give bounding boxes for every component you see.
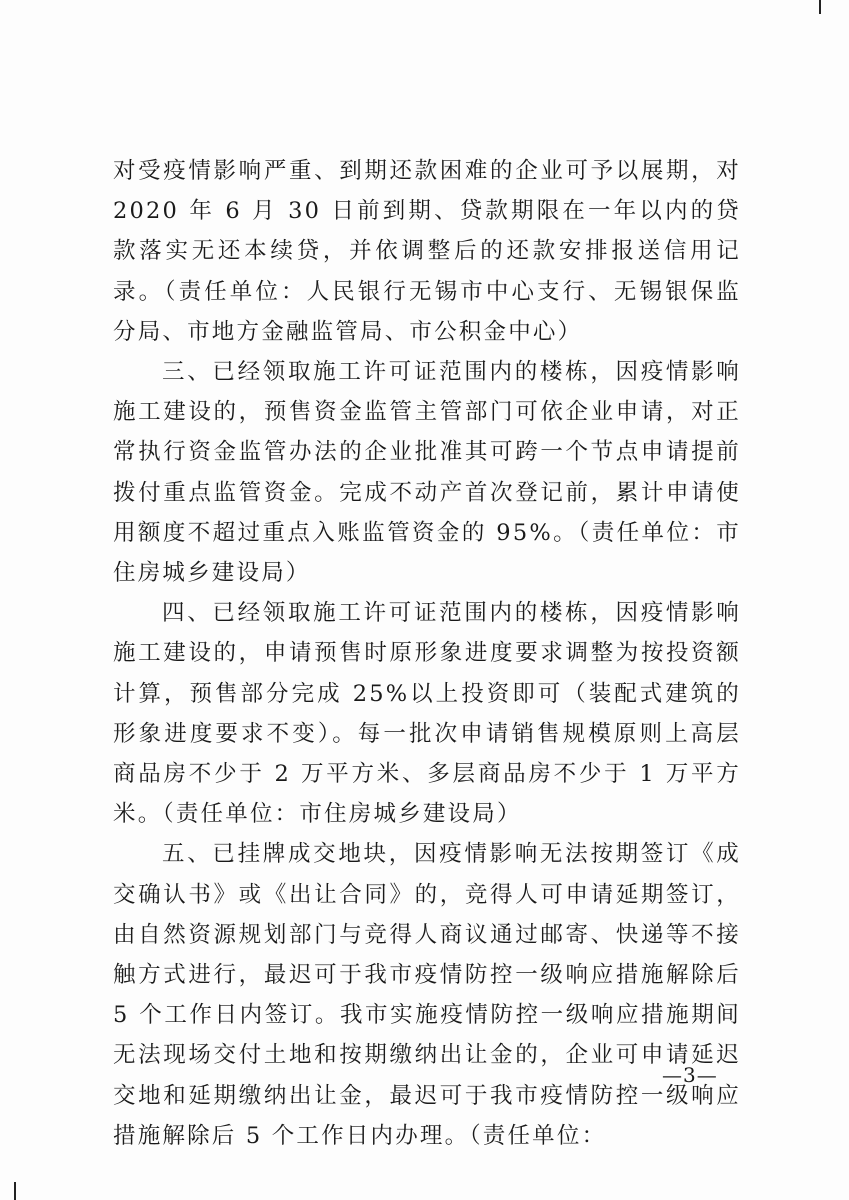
document-body [113, 151, 741, 1156]
scan-edge-mark-bottom [14, 1182, 16, 1200]
paragraph-item-3: 三、已经领取施工许可证范围内的楼栋，因疫情影响施工建设的，预售资金监管主管部门可依企业申请，对正常执行资金监管办法的企业批准其可跨一个节点申请提前拨付重点监管资金。完成不动产首次登记前，累计申请使用额度不超过重点入账监管资金的 95%。（责任单位：市住房城乡建设局） [113, 359, 741, 587]
scan-edge-mark [819, 0, 821, 14]
paragraph-continued: 对受疫情影响严重、到期还款困难的企业可予以展期，对 2020 年 6 月 30 日前到期、贷款期限在一年以内的贷款落实无还本续贷，并依调整后的还款安排报送信用记录。（责任单位：人民银行无锡市中心支行、无锡银保监分局、市地方金融监管局、市公积金中心） [113, 158, 741, 345]
paragraph-item-5: 五、已挂牌成交地块，因疫情影响无法按期签订《成交确认书》或《出让合同》的，竞得人可申请延期签订，由自然资源规划部门与竞得人商议通过邮寄、快递等不接触方式进行，最迟可于我市疫情防控一级响应措施解除后 5 个工作日内签订。我市实施疫情防控一级响应措施期间无法现场交付土地和按期缴纳出让金的，企业可申请延迟交地和延期缴纳出让金，最迟可于我市疫情防控一级响应措施解除后 5 个工作日内办理。（责任单位： [113, 841, 741, 1149]
paragraph-item-4: 四、已经领取施工许可证范围内的楼栋，因疫情影响施工建设的，申请预售时原形象进度要求调整为按投资额计算，预售部分完成 25%以上投资即可（装配式建筑的形象进度要求不变）。每一批次申请销售规模原则上高层商品房不少于 2 万平方米、多层商品房不少于 1 万平方米。（责任单位：市住房城乡建设局） [113, 600, 741, 828]
page-number: —3— [662, 1063, 718, 1087]
